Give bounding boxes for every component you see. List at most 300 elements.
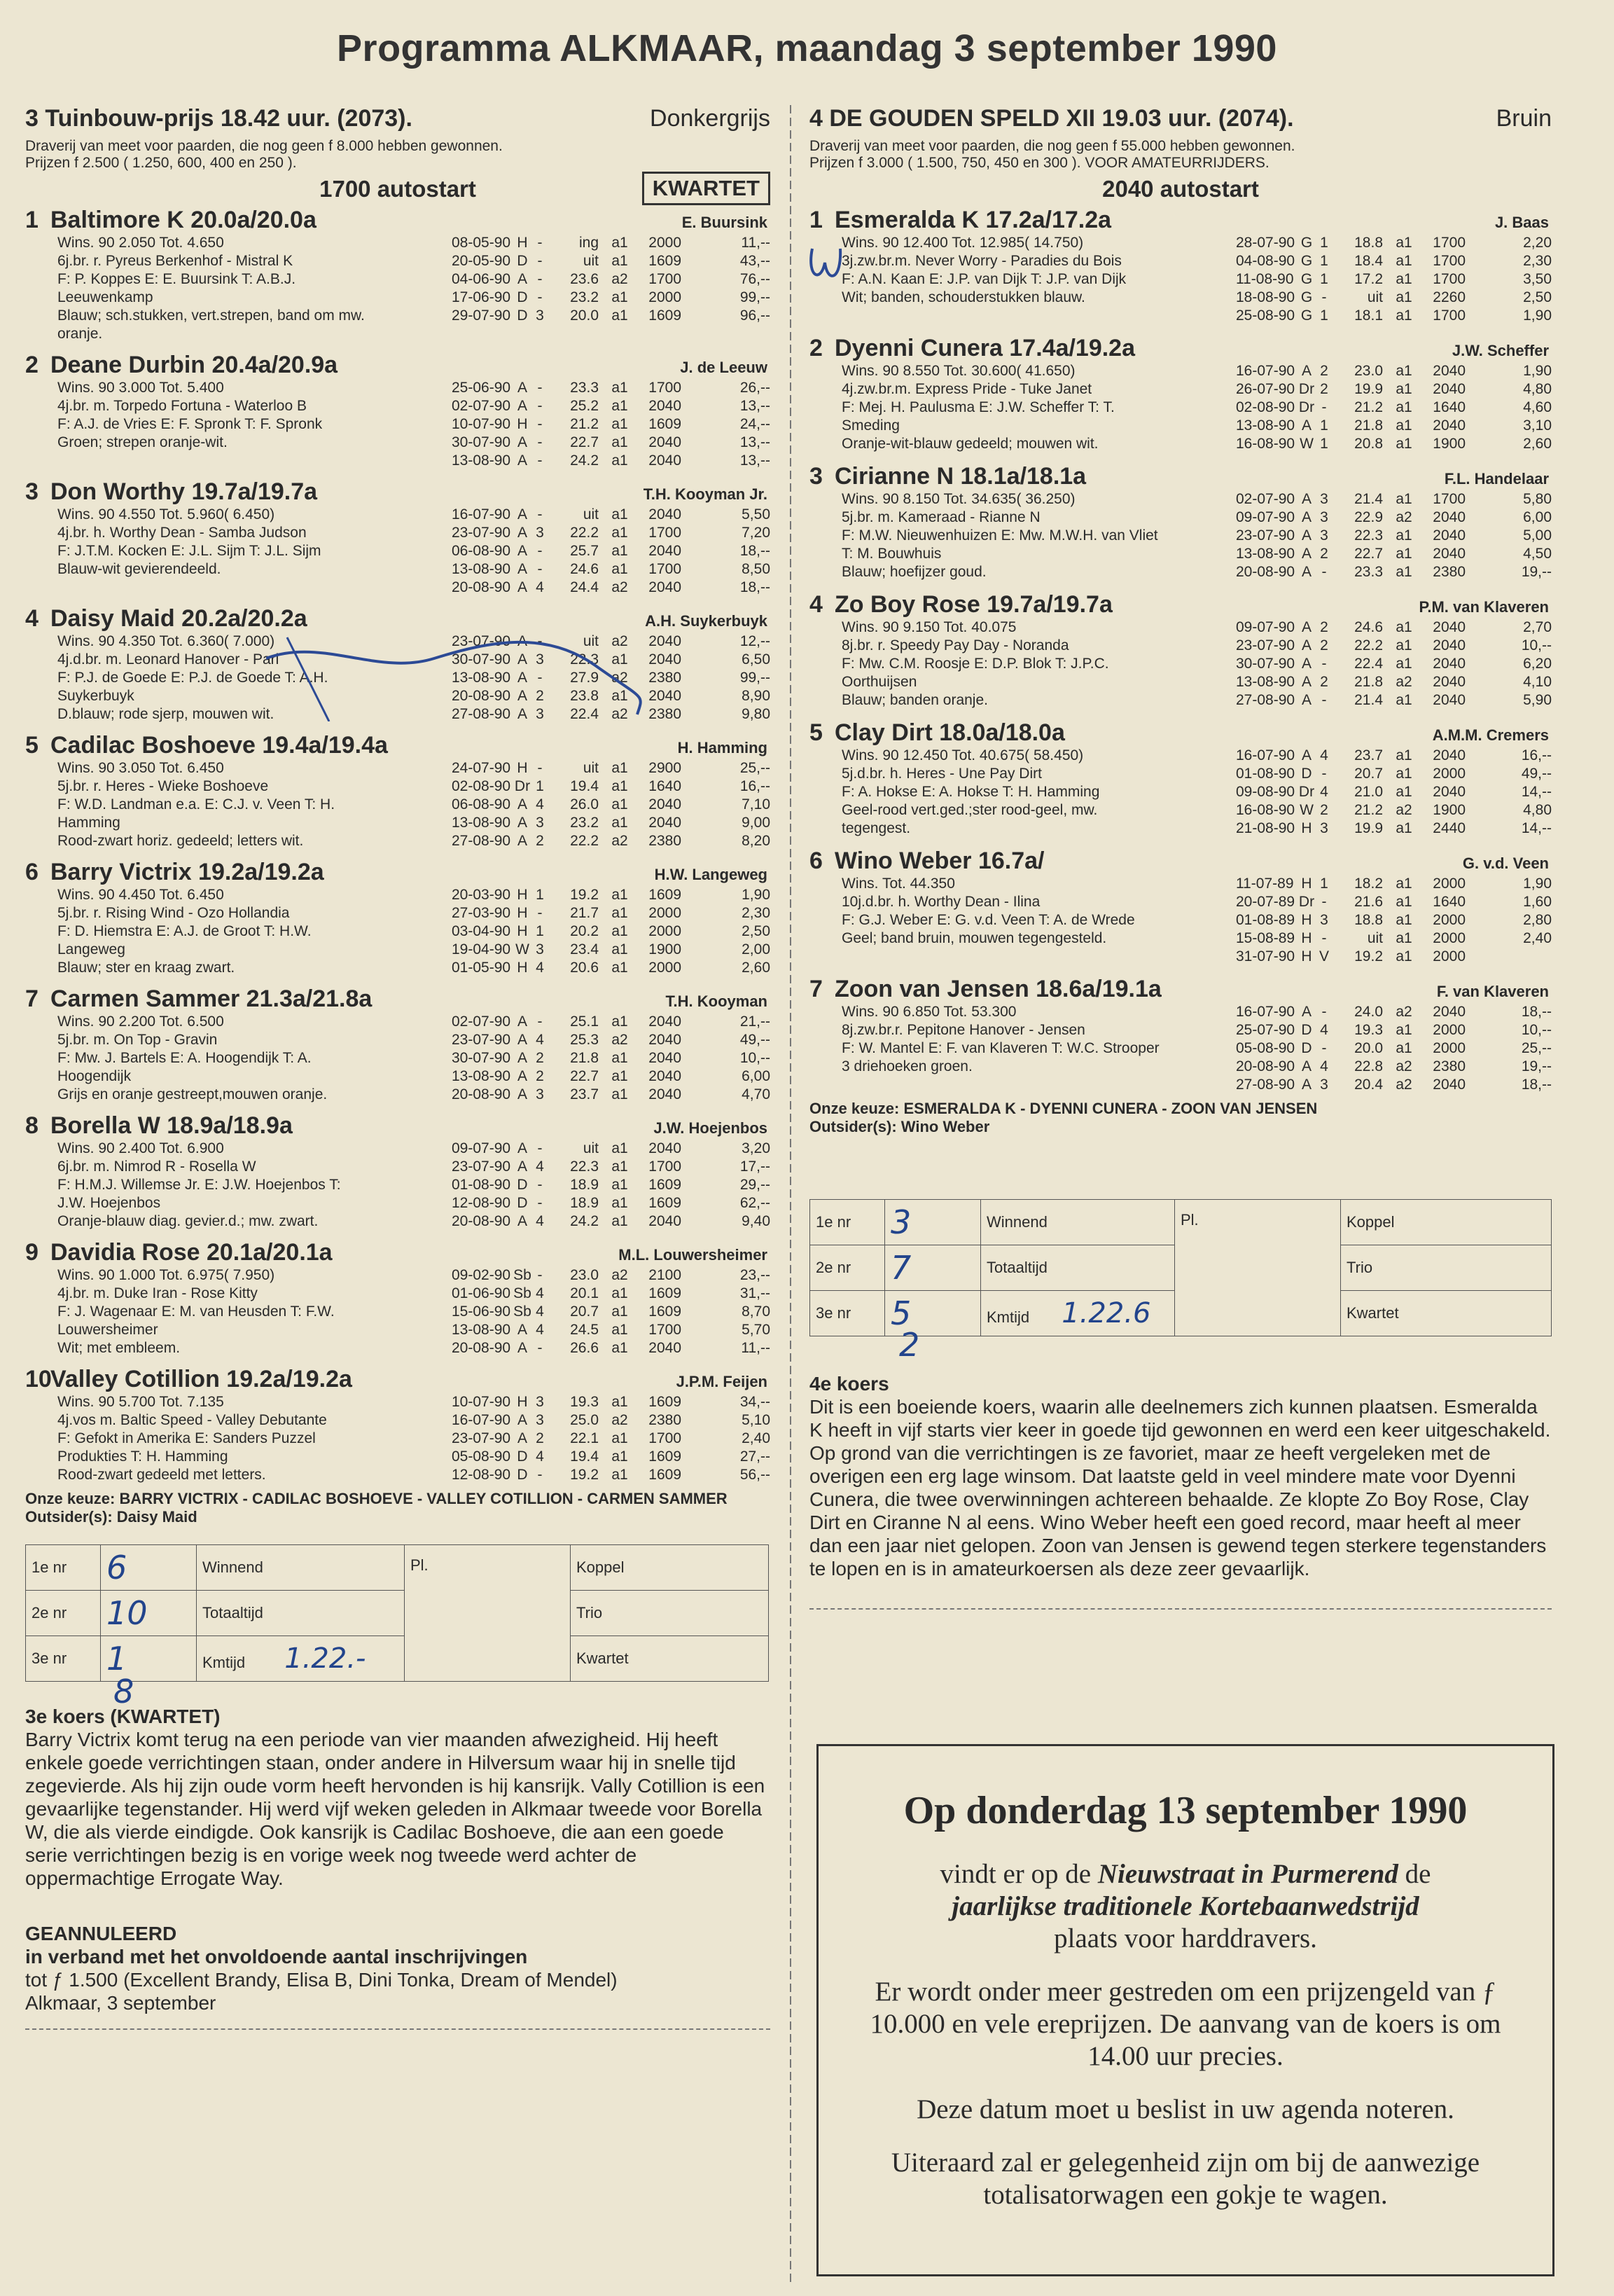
- form-cell: 2040: [648, 398, 681, 414]
- form-cell: 3,10: [1523, 417, 1552, 434]
- form-cell: 16-07-90: [452, 506, 511, 523]
- form-cell: A: [517, 651, 527, 668]
- form-cell: 23.3: [1354, 564, 1383, 580]
- race-color: Bruin: [1496, 105, 1552, 132]
- form-cell: 22.2: [570, 525, 599, 541]
- form-cell: 25.2: [570, 398, 599, 414]
- form-cell: a1: [611, 1467, 628, 1483]
- form-cell: 1: [1320, 253, 1328, 269]
- form-cell: a1: [1396, 1022, 1412, 1038]
- form-cell: A: [517, 1412, 527, 1428]
- form-cell: 23-07-90: [452, 525, 511, 541]
- analysis-text: Dit is een boeiende koers, waarin alle deelnemers zich kunnen plaatsen. Esmeralda K heeft in vijf starts vier keer in goede tijd gewonnen en werd een keer uitgeschakeld. Op grond van die verrichtingen is ze favoriet, maar ze heeft vergeleken met de overigen een erg lage winsom. Dat laatste geld in veel mindere mate voor Dyenni Cunera, die twee overwinningen achtereen behaalde. Ze klopte Zo Boy Rose, Clay Dirt en Ciranne N al eens. Wino Weber heeft een goed record, maar heeft al meer dan een jaar niet gelopen. Zoon van Jensen is gewend tegen sterkere tegenstanders te lopen en is in amateurkoersen als deze zeer gevaarlijk.: [809, 1396, 1551, 1579]
- result-label: Pl.: [410, 1556, 429, 1574]
- horse-header: [809, 976, 1552, 1003]
- horse-details: [842, 747, 1236, 838]
- form-cell: -: [537, 561, 543, 577]
- form-cell: 1640: [1433, 399, 1466, 415]
- our-choice: [809, 1100, 1552, 1136]
- form-cell: G: [1300, 253, 1313, 269]
- form-cell: 19,--: [1521, 564, 1552, 580]
- form-row: [452, 1194, 770, 1212]
- form-cell: a1: [611, 1050, 628, 1066]
- horse-name-text: Esmeralda K 17.2a/17.2a: [835, 207, 1112, 233]
- form-cell: 23,--: [739, 1267, 770, 1283]
- race-prize-line: Prijzen f 2.500 ( 1.250, 600, 400 en 250 ).: [25, 155, 297, 171]
- form-cell: 21.4: [1354, 491, 1383, 507]
- horse-header: [25, 478, 770, 506]
- form-cell: 2000: [1433, 1040, 1466, 1056]
- announcement-totalisator: Uiteraard zal er gelegenheid zijn om bij de aanwezige totalisatorwagen een gokje te wagen.: [891, 2148, 1480, 2210]
- form-cell: 4: [536, 1322, 544, 1338]
- horse-detail-line: Geel-rood vert.ged.;ster rood-geel, mw.: [842, 802, 1098, 818]
- form-cell: 2380: [648, 670, 681, 686]
- form-cell: a1: [611, 416, 628, 432]
- form-cell: 13-08-90: [452, 1322, 511, 1338]
- horse-details: [842, 362, 1236, 453]
- form-row: [1236, 1076, 1552, 1094]
- form-cell: 20-08-90: [452, 688, 511, 704]
- form-cell: a1: [611, 307, 628, 324]
- form-cell: a1: [611, 1159, 628, 1175]
- form-cell: 13,--: [739, 452, 770, 469]
- form-cell: 2000: [1433, 876, 1466, 892]
- form-cell: 2040: [1433, 784, 1466, 800]
- form-cell: a1: [1396, 363, 1412, 379]
- horse-number: 10: [25, 1366, 52, 1392]
- horse-entry: [25, 1112, 770, 1231]
- horse-detail-line: T: M. Bouwhuis: [842, 546, 942, 562]
- horse-entry: [809, 591, 1552, 710]
- horse-entry: [25, 1366, 770, 1484]
- form-cell: 19.9: [1354, 381, 1383, 397]
- form-cell: 3: [1320, 491, 1328, 507]
- form-cell: 25,--: [739, 760, 770, 776]
- form-cell: 20-08-90: [452, 1340, 511, 1356]
- form-cell: 22.2: [1354, 637, 1383, 653]
- form-cell: 4: [536, 960, 544, 976]
- form-cell: 04-06-90: [452, 271, 511, 287]
- form-cell: 1640: [1433, 894, 1466, 910]
- form-cell: 1700: [648, 1159, 681, 1175]
- form-row: [1236, 747, 1552, 765]
- horse-name: [25, 1366, 352, 1393]
- form-cell: 2040: [1433, 417, 1466, 434]
- form-cell: uit: [583, 1140, 599, 1156]
- form-cell: -: [537, 416, 543, 432]
- form-cell: A: [517, 633, 527, 649]
- form-cell: 16,--: [1521, 747, 1552, 763]
- form-cell: 1609: [648, 1448, 681, 1465]
- form-cell: 49,--: [1521, 766, 1552, 782]
- horse-detail-line: J.W. Hoejenbos: [57, 1195, 161, 1211]
- form-cell: a1: [1396, 876, 1412, 892]
- form-cell: 13-08-90: [452, 561, 511, 577]
- form-cell: 2040: [1433, 509, 1466, 525]
- form-cell: 22.7: [1354, 546, 1383, 562]
- race-condition-line: Draverij van meet voor paarden, die nog geen f 8.000 hebben gewonnen.: [25, 138, 503, 154]
- form-cell: A: [517, 398, 527, 414]
- horse-detail-line: F: A. Hokse E: A. Hokse T: H. Hamming: [842, 784, 1100, 800]
- handwritten-number: 10: [106, 1594, 148, 1632]
- form-row: [452, 759, 770, 777]
- horse-name: [809, 335, 1135, 362]
- form-cell: 11-07-89: [1236, 876, 1294, 892]
- horse-detail-line: 6j.br. m. Nimrod R - Rosella W: [57, 1159, 256, 1175]
- result-label: Trio: [1347, 1259, 1373, 1276]
- form-cell: a1: [1396, 912, 1412, 928]
- form-cell: A: [1301, 527, 1312, 544]
- form-cell: 31,--: [739, 1285, 770, 1301]
- horse-name-text: Valley Cotillion 19.2a/19.2a: [50, 1366, 352, 1392]
- horse-detail-line: Oranje-wit-blauw gedeeld; mouwen wit.: [842, 436, 1099, 452]
- race-title: 4 DE GOUDEN SPELD XII 19.03 uur. (2074).: [809, 105, 1294, 132]
- form-cell: A: [517, 688, 527, 704]
- form-cell: a1: [1396, 289, 1412, 305]
- form-cell: a1: [611, 1086, 628, 1102]
- form-cell: a1: [1396, 527, 1412, 544]
- horse-name: [25, 1239, 333, 1266]
- form-cell: a1: [1396, 546, 1412, 562]
- form-row: [1236, 490, 1552, 509]
- form-cell: uit: [1367, 289, 1383, 305]
- form-row: [452, 1212, 770, 1231]
- form-row: [452, 669, 770, 687]
- form-cell: 5,70: [742, 1322, 770, 1338]
- announcement-prize: Er wordt onder meer gestreden om een prijzengeld van ƒ 10.000 en vele ereprijzen. De aanvang van de koers is om 14.00 uur precies.: [870, 1977, 1501, 2071]
- form-cell: 22.7: [570, 434, 599, 450]
- form-cell: 01-08-90: [452, 1177, 511, 1193]
- form-cell: 25.7: [570, 543, 599, 559]
- form-cell: 99,--: [739, 289, 770, 305]
- form-cell: Dr: [1298, 381, 1315, 397]
- form-cell: A: [1301, 564, 1312, 580]
- handwritten-kmtime: 1.22.6: [1062, 1297, 1151, 1329]
- form-cell: a1: [611, 778, 628, 794]
- form-cell: 28-07-90: [1236, 235, 1295, 251]
- form-cell: 2: [1320, 546, 1328, 562]
- trainer-name: P.M. van Klaveren: [1419, 598, 1549, 616]
- result-label: 1e nr: [32, 1558, 67, 1576]
- form-cell: a1: [611, 525, 628, 541]
- form-row: [1236, 929, 1552, 948]
- form-cell: 3: [536, 1412, 544, 1428]
- form-cell: 2: [536, 1050, 544, 1066]
- form-cell: -: [1321, 1004, 1327, 1020]
- form-cell: 20.7: [1354, 766, 1383, 782]
- form-cell: 2040: [648, 651, 681, 668]
- form-row: [1236, 765, 1552, 783]
- form-cell: 23.0: [1354, 363, 1383, 379]
- form-cell: a1: [611, 289, 628, 305]
- horse-detail-line: Blauw; sch.stukken, vert.strepen, band om mw.: [57, 307, 365, 324]
- form-row: [452, 542, 770, 560]
- form-cell: a1: [1396, 747, 1412, 763]
- form-cell: 23.8: [570, 688, 599, 704]
- form-cell: 19.2: [570, 1467, 599, 1483]
- race-title: 3 Tuinbouw-prijs 18.42 uur. (2073).: [25, 105, 412, 132]
- result-label: 2e nr: [32, 1604, 67, 1621]
- form-cell: 1640: [648, 778, 681, 794]
- form-cell: 2440: [1433, 820, 1466, 836]
- horse-detail-line: Rood-zwart gedeeld met letters.: [57, 1467, 266, 1483]
- horse-detail-line: F: H.M.J. Willemse Jr. E: J.W. Hoejenbos T:: [57, 1177, 341, 1193]
- form-cell: 24.2: [570, 1213, 599, 1229]
- form-cell: 3,20: [742, 1140, 770, 1156]
- horse-number: 6: [809, 848, 823, 874]
- form-cell: a1: [611, 960, 628, 976]
- form-cell: a1: [611, 1213, 628, 1229]
- form-cell: H: [517, 960, 528, 976]
- horse-number: 3: [25, 478, 39, 505]
- form-row: [452, 1049, 770, 1067]
- form-cell: -: [537, 1140, 543, 1156]
- horse-detail-line: 8j.br. r. Speedy Pay Day - Noranda: [842, 637, 1069, 653]
- form-cell: -: [537, 398, 543, 414]
- result-label: Winnend: [987, 1213, 1048, 1231]
- form-cell: 18.4: [1354, 253, 1383, 269]
- horse-details: [57, 379, 452, 470]
- form-cell: 27.9: [570, 670, 599, 686]
- form-cell: 21.2: [1354, 802, 1383, 818]
- form-cell: A: [1301, 546, 1312, 562]
- form-cell: H: [1301, 930, 1312, 946]
- horse-name: [809, 719, 1065, 747]
- horse-details: [842, 234, 1236, 325]
- horse-detail-line: F: J.T.M. Kocken E: J.L. Sijm T: J.L. Sijm: [57, 543, 321, 559]
- form-cell: 2040: [648, 1014, 681, 1030]
- form-cell: -: [537, 235, 543, 251]
- horse-detail-line: Wins. 90 2.200 Tot. 6.500: [57, 1014, 224, 1030]
- horse-entry: [25, 207, 770, 343]
- form-cell: a1: [611, 1394, 628, 1410]
- form-cell: A: [517, 1140, 527, 1156]
- form-cell: 1: [536, 778, 544, 794]
- horse-header: [809, 335, 1552, 362]
- horse-detail-line: 5j.br. r. Rising Wind - Ozo Hollandia: [57, 905, 290, 921]
- horse-detail-line: Louwersheimer: [57, 1322, 158, 1338]
- form-cell: a1: [611, 434, 628, 450]
- form-cell: 3: [1320, 820, 1328, 836]
- form-cell: 10,--: [1521, 1022, 1552, 1038]
- form-row: [1236, 1058, 1552, 1076]
- form-cell: -: [537, 633, 543, 649]
- form-cell: 2260: [1433, 289, 1466, 305]
- horse-detail-line: 3 driehoeken groen.: [842, 1058, 973, 1074]
- form-cell: A: [517, 815, 527, 831]
- form-row: [1236, 637, 1552, 655]
- horse-entry: [809, 848, 1552, 966]
- form-row: [452, 1430, 770, 1448]
- horse-name-text: Barry Victrix 19.2a/19.2a: [50, 859, 324, 885]
- form-row: [452, 270, 770, 289]
- cancelled-text: tot ƒ 1.500 (Excellent Brandy, Elisa B, Dini Tonka, Dream of Mendel): [25, 1969, 618, 1991]
- form-cell: Dr: [514, 778, 531, 794]
- form-cell: 6,00: [742, 1068, 770, 1084]
- form-cell: 2,00: [742, 941, 770, 957]
- form-cell: 1,90: [1523, 876, 1552, 892]
- horse-detail-line: 6j.br. r. Pyreus Berkenhof - Mistral K: [57, 253, 293, 269]
- event-announcement: [816, 1744, 1554, 2276]
- form-row: [452, 687, 770, 705]
- trainer-name: H.W. Langeweg: [654, 866, 767, 883]
- form-cell: 2100: [648, 1267, 681, 1283]
- form-cell: -: [1321, 564, 1327, 580]
- form-cell: 2040: [1433, 546, 1466, 562]
- horse-detail-line: Wins. 90 5.700 Tot. 7.135: [57, 1394, 224, 1410]
- form-cell: -: [1321, 399, 1327, 415]
- form-cell: 25-07-90: [1236, 1022, 1295, 1038]
- form-cell: 21,--: [739, 1014, 770, 1030]
- divider: [25, 2028, 770, 2030]
- form-cell: 18,--: [1521, 1004, 1552, 1020]
- form-cell: 2,60: [1523, 436, 1552, 452]
- form-cell: 12-08-90: [452, 1195, 511, 1211]
- form-row: [1236, 1003, 1552, 1021]
- form-row: [1236, 911, 1552, 929]
- horse-detail-line: F: J. Wagenaar E: M. van Heusden T: F.W.: [57, 1303, 335, 1320]
- horse-detail-line: F: Mw. C.M. Roosje E: D.P. Blok T: J.P.C.: [842, 656, 1109, 672]
- form-cell: 3: [536, 815, 544, 831]
- form-cell: 1700: [648, 380, 681, 396]
- form-cell: 20-08-90: [1236, 564, 1295, 580]
- form-cell: A: [517, 1430, 527, 1446]
- form-row: [452, 524, 770, 542]
- horse-detail-line: D.blauw; rode sjerp, mouwen wit.: [57, 706, 274, 722]
- form-cell: 43,--: [739, 253, 770, 269]
- horse-entry: [809, 719, 1552, 838]
- form-cell: -: [1321, 692, 1327, 708]
- form-cell: uit: [583, 506, 599, 523]
- form-cell: 23.2: [570, 289, 599, 305]
- form-cell: 2040: [1433, 747, 1466, 763]
- form-cell: a1: [611, 398, 628, 414]
- form-cell: a1: [611, 1430, 628, 1446]
- form-cell: 1,60: [1523, 894, 1552, 910]
- form-cell: 1700: [1433, 253, 1466, 269]
- horse-details: [57, 1140, 452, 1231]
- horse-name: [25, 207, 316, 234]
- horse-entry: [25, 732, 770, 850]
- form-cell: 2040: [1433, 1077, 1466, 1093]
- form-cell: a1: [1396, 692, 1412, 708]
- form-row: [452, 379, 770, 397]
- form-cell: a2: [611, 706, 628, 722]
- form-cell: 22.1: [570, 1430, 599, 1446]
- horse-name-text: Zoon van Jensen 18.6a/19.1a: [835, 976, 1162, 1002]
- form-row: [1236, 417, 1552, 435]
- form-cell: A: [517, 271, 527, 287]
- form-cell: a1: [611, 1322, 628, 1338]
- form-cell: A: [1301, 1077, 1312, 1093]
- form-cell: a1: [611, 1177, 628, 1193]
- horse-name-text: Deane Durbin 20.4a/20.9a: [50, 352, 338, 378]
- result-label: Totaaltijd: [987, 1259, 1048, 1276]
- form-row: [452, 1303, 770, 1321]
- form-cell: -: [537, 289, 543, 305]
- form-cell: D: [517, 1195, 528, 1211]
- horse-number: 2: [25, 352, 39, 378]
- horse-detail-line: Produkties T: H. Hamming: [57, 1448, 228, 1465]
- race-start: 1700 autostart: [319, 176, 476, 202]
- form-cell: 09-07-90: [452, 1140, 511, 1156]
- form-cell: 2040: [648, 543, 681, 559]
- form-cell: 2: [1320, 802, 1328, 818]
- form-cell: 2: [1320, 637, 1328, 653]
- horse-number: 2: [809, 335, 823, 361]
- form-cell: a1: [611, 796, 628, 812]
- handwritten-kmtime: 1.22.-: [284, 1643, 366, 1675]
- form-cell: 4: [536, 1448, 544, 1465]
- form-cell: A: [517, 1322, 527, 1338]
- form-row: [452, 1411, 770, 1430]
- horse-entry: [25, 859, 770, 977]
- form-cell: a1: [611, 887, 628, 903]
- form-cell: 1: [1320, 235, 1328, 251]
- form-cell: 24.6: [1354, 619, 1383, 635]
- form-row: [452, 777, 770, 796]
- form-cell: 2: [536, 688, 544, 704]
- form-cell: a2: [611, 1267, 628, 1283]
- form-cell: 5,90: [1523, 692, 1552, 708]
- form-cell: 2,40: [1523, 930, 1552, 946]
- result-label: Totaaltijd: [202, 1604, 263, 1621]
- form-cell: W: [1300, 436, 1314, 452]
- form-cell: 2000: [1433, 1022, 1466, 1038]
- form-row: [1236, 563, 1552, 581]
- form-cell: 02-07-90: [452, 1014, 511, 1030]
- form-cell: 13-08-90: [1236, 417, 1295, 434]
- form-cell: A: [517, 434, 527, 450]
- form-cell: A: [1301, 656, 1312, 672]
- form-cell: 27-08-90: [1236, 1077, 1295, 1093]
- form-cell: 1: [1320, 876, 1328, 892]
- horse-name: [809, 591, 1113, 618]
- form-cell: 16-07-90: [1236, 363, 1295, 379]
- horse-detail-line: Wins. 90 4.450 Tot. 6.450: [57, 887, 224, 903]
- trainer-name: J. Baas: [1494, 214, 1549, 231]
- form-cell: a1: [611, 1303, 628, 1320]
- form-cell: A: [517, 1340, 527, 1356]
- form-cell: a2: [611, 633, 628, 649]
- form-cell: 13-08-90: [452, 452, 511, 469]
- horse-detail-line: 5j.br. m. Kameraad - Rianne N: [842, 509, 1041, 525]
- form-cell: 2: [1320, 619, 1328, 635]
- form-cell: 9,00: [742, 815, 770, 831]
- trainer-name: T.H. Kooyman Jr.: [643, 485, 767, 503]
- form-cell: 1700: [648, 561, 681, 577]
- form-cell: a1: [1396, 820, 1412, 836]
- form-cell: 16-08-90: [1236, 802, 1295, 818]
- horse-name: [25, 732, 388, 759]
- horse-name-text: Dyenni Cunera 17.4a/19.2a: [835, 335, 1136, 361]
- horse-detail-line: Langeweg: [57, 941, 125, 957]
- horse-detail-line: Wins. 90 12.400 Tot. 12.985( 14.750): [842, 235, 1084, 251]
- horse-name: [25, 986, 372, 1013]
- form-cell: a1: [1396, 1040, 1412, 1056]
- form-cell: 11-08-90: [1236, 271, 1294, 287]
- form-cell: 2: [1320, 674, 1328, 690]
- outsider-text: Outsider(s): Wino Weber: [809, 1118, 990, 1135]
- result-label: Trio: [576, 1604, 603, 1621]
- form-cell: 1,90: [1523, 363, 1552, 379]
- form-cell: 24.6: [570, 561, 599, 577]
- form-cell: 5,10: [742, 1412, 770, 1428]
- form-cell: D: [1301, 1040, 1312, 1056]
- horse-detail-line: F: P. Koppes E: E. Buursink T: A.B.J.: [57, 271, 296, 287]
- form-row: [452, 959, 770, 977]
- horse-detail-line: 4j.vos m. Baltic Speed - Valley Debutante: [57, 1412, 327, 1428]
